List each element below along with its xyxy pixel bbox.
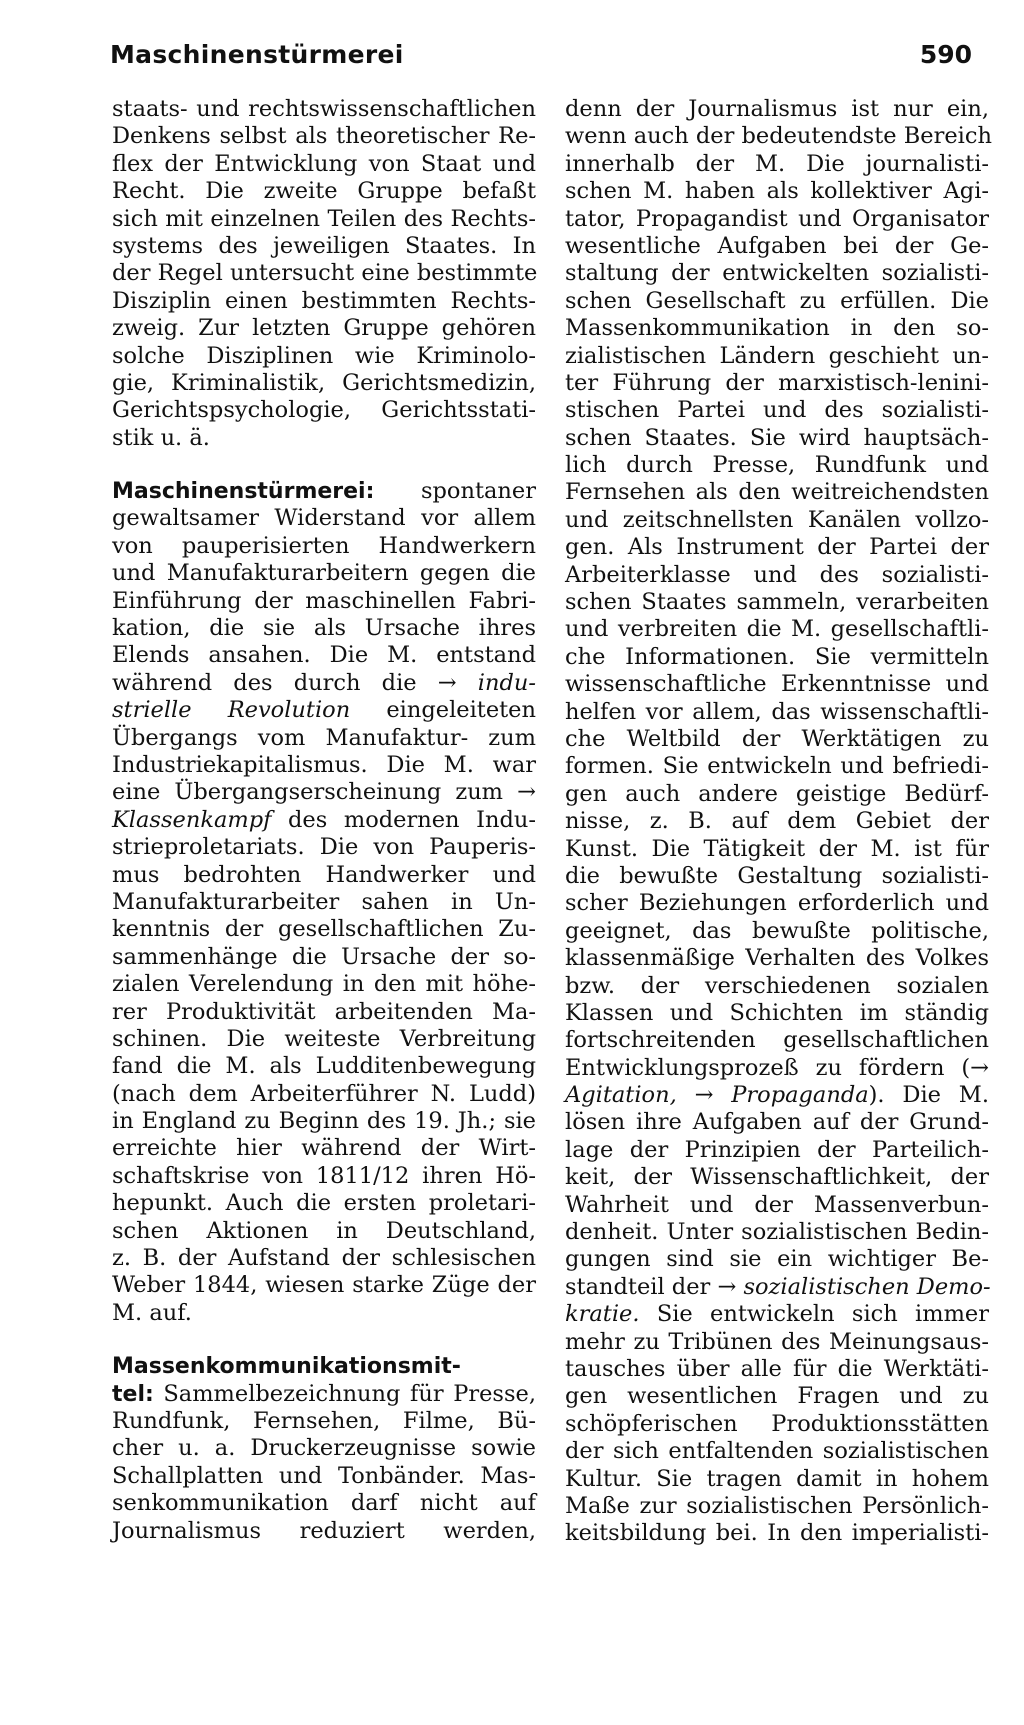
line-text: schen M. haben als kollektiver Agi- <box>565 178 989 205</box>
text-line <box>565 1520 989 1547</box>
text-line <box>565 397 989 424</box>
line-text: Disziplin einen bestimmten Rechts- <box>112 287 536 314</box>
text-line <box>565 370 989 397</box>
text-line <box>112 807 536 834</box>
line-text: schöpferischen Produktionsstätten <box>565 1410 989 1437</box>
line-text: lage der Prinzipien der Parteilich- <box>565 1136 989 1163</box>
text-line <box>565 1466 989 1493</box>
text-line <box>112 370 536 397</box>
line-text: che Informationen. Sie vermitteln <box>565 643 989 670</box>
line-text: mehr zu Tribünen des Meinungsaus- <box>565 1328 989 1355</box>
line-text: Fernsehen als den weitreichendsten <box>565 479 989 506</box>
text-line <box>112 834 536 861</box>
line-text: cher u. a. Druckerzeugnisse sowie <box>112 1435 536 1462</box>
line-text: helfen vor allem, das wissenschaftli- <box>565 698 989 725</box>
line-text: gen. Als Instrument der Partei der <box>565 534 989 561</box>
line-text: keit, der Wissenschaftlichkeit, der <box>565 1164 989 1191</box>
line-text: (nach dem Arbeiterführer N. Ludd) <box>112 1080 536 1107</box>
text-line <box>565 123 992 150</box>
text-line <box>565 671 989 698</box>
text-line <box>112 1435 536 1462</box>
text-line <box>112 889 536 916</box>
line-text: klassenmäßige Verhalten des Volkes <box>565 945 989 972</box>
line-text: schinen. Die weiteste Verbreitung <box>112 1025 536 1052</box>
line-text: systems des jeweiligen Staates. In <box>112 232 536 259</box>
text-line <box>565 1109 989 1136</box>
text-line <box>112 944 536 971</box>
cross-reference: Klassenkampf <box>112 806 272 833</box>
entry-keyword: Massenkommunikationsmit- <box>112 1354 461 1380</box>
line-text: scher Beziehungen erforderlich und <box>565 890 989 917</box>
text-line <box>112 1135 536 1162</box>
line-text: stischen Partei und des sozialisti- <box>565 397 989 424</box>
text-line <box>112 642 536 669</box>
text-line <box>565 1274 989 1301</box>
line-text: Massenkommunikation in den so- <box>565 315 989 342</box>
line-text: der sich entfaltenden sozialistischen <box>565 1438 989 1465</box>
line-text: wissenschaftliche Erkenntnisse und <box>565 671 989 698</box>
text-line <box>565 260 989 287</box>
text-line <box>112 615 536 642</box>
line-text: schen Aktionen in Deutschland, <box>112 1217 536 1244</box>
line-text: wesentliche Aufgaben bei der Ge- <box>565 232 989 259</box>
text-line <box>112 505 536 532</box>
text-line <box>112 1163 536 1190</box>
line-text: Recht. Die zweite Gruppe befaßt <box>112 178 536 205</box>
text-line <box>112 1081 536 1108</box>
text-line <box>112 533 536 560</box>
line-text: von pauperisierten Handwerkern <box>112 532 536 559</box>
line-text: che Weltbild der Werktätigen zu <box>565 725 989 752</box>
line-text: spontaner <box>374 478 536 505</box>
line-text: zialistischen Ländern geschieht un- <box>565 342 989 369</box>
line-text: tausches über alle für die Werktäti- <box>565 1355 989 1382</box>
running-head-title: Maschinenstürmerei <box>110 40 404 69</box>
text-line <box>112 560 536 587</box>
line-text: und verbreiten die M. gesellschaftli- <box>565 616 989 643</box>
line-text: Wahrheit und der Massenverbun- <box>565 1191 989 1218</box>
line-text: innerhalb der M. Die journalisti- <box>565 150 989 177</box>
text-line <box>565 836 989 863</box>
line-text: Einführung der maschinellen Fabri- <box>112 587 536 614</box>
line-text: kation, die sie als Ursache ihres <box>112 615 536 642</box>
line-text: die bewußte Gestaltung sozialisti- <box>565 862 989 889</box>
line-text: des modernen Indu- <box>271 806 536 833</box>
text-line <box>565 1356 989 1383</box>
text-line <box>112 1218 536 1245</box>
text-line <box>565 1137 989 1164</box>
line-text: Denkens selbst als theoretischer Re- <box>112 123 536 150</box>
text-line <box>112 260 536 287</box>
line-text: solche Disziplinen wie Kriminolo- <box>112 342 536 369</box>
paragraph-gap <box>112 1327 536 1353</box>
text-line <box>565 699 989 726</box>
line-text: der Regel untersucht eine bestimmte <box>112 260 538 287</box>
line-text: rer Produktivität arbeitenden Ma- <box>112 998 536 1025</box>
line-text: kenntnis der gesellschaftlichen Zu- <box>112 916 536 943</box>
text-line <box>565 781 989 808</box>
page-number: 590 <box>919 40 972 69</box>
text-line <box>565 479 989 506</box>
text-line <box>112 1490 536 1517</box>
cross-reference: → indu- <box>437 669 536 696</box>
cross-reference: Agitation, <box>565 1082 677 1109</box>
line-text: z. B. der Aufstand der schlesischen <box>112 1245 536 1272</box>
line-text: ). Die M. <box>868 1082 989 1109</box>
line-text: nisse, z. B. auf dem Gebiet der <box>565 808 989 835</box>
line-text: und Manufakturarbeitern gegen die <box>112 560 536 587</box>
text-line <box>112 1463 536 1490</box>
line-text: senkommunikation darf nicht auf <box>112 1490 536 1517</box>
text-line <box>112 288 536 315</box>
text-line <box>112 123 536 150</box>
text-line <box>565 233 989 260</box>
line-text: Industriekapitalismus. Die M. war <box>112 751 536 778</box>
text-line <box>565 1219 989 1246</box>
text-line <box>565 178 989 205</box>
line-text: Klassen und Schichten im ständig <box>565 999 989 1026</box>
line-text: keitsbildung bei. In den imperialisti- <box>565 1520 989 1547</box>
line-text: sammenhänge die Ursache der so- <box>112 943 536 970</box>
text-line <box>112 697 536 724</box>
text-line <box>112 233 536 260</box>
line-text: eine Übergangserscheinung zum → <box>112 779 536 806</box>
text-line <box>565 1082 989 1109</box>
text-line <box>565 644 989 671</box>
text-line <box>112 916 536 943</box>
line-text: Elends ansahen. Die M. entstand <box>112 642 536 669</box>
text-line <box>565 1164 989 1191</box>
line-text: sich mit einzelnen Teilen des Rechts- <box>112 205 536 232</box>
text-line <box>112 478 536 505</box>
text-line <box>112 96 536 123</box>
cross-reference: → sozialistischen Demo- <box>717 1273 991 1300</box>
text-line <box>565 1493 989 1520</box>
text-line <box>112 1026 536 1053</box>
line-text: Rundfunk, Fernsehen, Filme, Bü- <box>112 1407 536 1434</box>
text-line <box>565 918 989 945</box>
text-line <box>565 1301 989 1328</box>
line-text: denheit. Unter sozialistischen Bedin- <box>565 1219 989 1246</box>
line-text: strieproletariats. Die von Pauperis- <box>112 834 536 861</box>
line-text: und zeitschnellsten Kanälen vollzo- <box>565 506 989 533</box>
text-line <box>565 562 989 589</box>
line-text: eingeleiteten <box>350 697 536 724</box>
line-text: Sie entwickeln sich immer <box>639 1301 989 1328</box>
text-line <box>112 862 536 889</box>
text-line <box>565 151 989 178</box>
text-line <box>565 808 989 835</box>
text-line <box>565 1192 989 1219</box>
text-line <box>112 425 536 452</box>
cross-reference: Propaganda <box>731 1082 869 1109</box>
line-text: staats- und rechtswissenschaftlichen <box>112 96 536 122</box>
line-text: Schallplatten und Tonbänder. Mas- <box>112 1462 536 1489</box>
line-text: mus bedrohten Handwerker und <box>112 861 536 888</box>
text-line <box>112 315 536 342</box>
text-line <box>112 1053 536 1080</box>
entry-keyword: tel: <box>112 1381 154 1407</box>
line-text: staltung der entwickelten sozialisti- <box>565 260 989 287</box>
line-text: zialen Verelendung in den mit höhe- <box>112 971 536 998</box>
line-text: gen auch andere geistige Bedürf- <box>565 780 989 807</box>
line-text: schaftskrise von 1811/12 ihren Hö- <box>112 1162 536 1189</box>
line-text: gungen sind sie ein wichtiger Be- <box>565 1246 989 1273</box>
line-text: Übergangs vom Manufaktur- zum <box>112 724 536 751</box>
right-text-column <box>565 96 992 1548</box>
text-line <box>112 206 536 233</box>
text-line <box>112 1408 536 1435</box>
text-line <box>565 1329 989 1356</box>
text-line <box>565 507 989 534</box>
text-line <box>112 999 536 1026</box>
line-text: Kunst. Die Tätigkeit der M. ist für <box>565 835 989 862</box>
text-line <box>565 753 989 780</box>
line-text: in England zu Beginn des 19. Jh.; sie <box>112 1108 536 1135</box>
entry-keyword: Maschinenstürmerei: <box>112 479 375 505</box>
line-text: M. auf. <box>112 1299 192 1326</box>
text-line <box>565 96 989 123</box>
text-line <box>112 178 536 205</box>
line-text: Maße zur sozialistischen Persönlich- <box>565 1492 989 1519</box>
text-line <box>565 452 989 479</box>
line-text: standteil der <box>565 1273 718 1300</box>
text-line <box>112 151 536 178</box>
line-text: Manufakturarbeiter sahen in Un- <box>112 888 536 915</box>
line-text: während des durch die <box>112 669 438 696</box>
text-line <box>112 725 536 752</box>
line-text: fortschreitenden gesellschaftlichen <box>565 1027 989 1054</box>
line-text: tator, Propagandist und Organisator <box>565 205 989 232</box>
text-line <box>565 1027 989 1054</box>
line-text: Gerichtspsychologie, Gerichtsstati- <box>112 397 536 424</box>
line-text: Arbeiterklasse und des sozialisti- <box>565 561 989 588</box>
line-text: schen Staates. Sie wird hauptsäch- <box>565 424 989 451</box>
line-text: Kultur. Sie tragen damit in hohem <box>565 1465 989 1492</box>
text-line <box>565 206 989 233</box>
text-line <box>112 588 536 615</box>
text-line <box>565 1438 989 1465</box>
text-line <box>565 945 989 972</box>
text-line <box>112 1300 536 1327</box>
text-line <box>112 343 536 370</box>
text-line <box>112 1353 536 1380</box>
line-text: stik u. ä. <box>112 424 210 451</box>
text-line <box>565 1246 989 1273</box>
line-text: schen Staates sammeln, verarbeiten <box>565 589 989 616</box>
text-line <box>112 397 536 424</box>
line-text: flex der Entwicklung von Staat und <box>112 150 536 177</box>
line-text: gewaltsamer Widerstand vor allem <box>112 505 536 532</box>
cross-reference: strielle Revolution <box>112 697 351 724</box>
text-line <box>565 863 989 890</box>
text-line <box>112 1272 536 1299</box>
line-text: lich durch Presse, Rundfunk und <box>565 452 989 479</box>
text-line <box>112 1381 536 1408</box>
line-text: Sammelbezeichnung für Presse, <box>153 1380 536 1407</box>
text-line <box>565 726 989 753</box>
line-text: erreichte hier während der Wirt- <box>112 1135 536 1162</box>
text-line <box>565 315 989 342</box>
line-text: hepunkt. Auch die ersten proletari- <box>112 1190 536 1217</box>
line-text: → <box>676 1082 732 1109</box>
line-text: bzw. der verschiedenen sozialen <box>565 972 989 999</box>
line-text: lösen ihre Aufgaben auf der Grund- <box>565 1109 989 1136</box>
text-line <box>112 670 536 697</box>
text-line <box>565 616 989 643</box>
text-line <box>565 425 989 452</box>
text-line <box>565 1383 989 1410</box>
text-line <box>112 1190 536 1217</box>
cross-reference: kratie. <box>565 1301 640 1328</box>
line-text: Weber 1844, wiesen starke Züge der <box>112 1272 536 1299</box>
text-line <box>565 343 989 370</box>
line-text: zweig. Zur letzten Gruppe gehören <box>112 315 536 342</box>
line-text: geeignet, das bewußte politische, <box>565 917 989 944</box>
text-line <box>565 1411 989 1438</box>
text-line <box>565 1055 989 1082</box>
line-text: gie, Kriminalistik, Gerichtsmedizin, <box>112 369 536 396</box>
text-line <box>565 589 989 616</box>
text-line <box>112 971 536 998</box>
text-line <box>565 288 989 315</box>
line-text: gen wesentlichen Fragen und zu <box>565 1383 989 1410</box>
line-text: Journalismus reduziert werden, <box>112 1517 536 1544</box>
text-line <box>112 1245 536 1272</box>
text-line <box>112 1108 536 1135</box>
text-line <box>565 1000 989 1027</box>
text-line <box>565 973 989 1000</box>
text-line <box>565 534 989 561</box>
line-text: formen. Sie entwickeln und befriedi- <box>565 753 989 780</box>
line-text: wenn auch der bedeutendste Bereich <box>565 123 992 150</box>
text-line <box>112 752 536 779</box>
text-line <box>565 890 989 917</box>
line-text: ter Führung der marxistisch-lenini- <box>565 369 989 396</box>
text-line <box>112 779 536 806</box>
text-line <box>112 1518 536 1545</box>
paragraph-gap <box>112 452 536 478</box>
line-text: denn der Journalismus ist nur ein, <box>565 96 989 122</box>
line-text: fand die M. als Ludditenbewegung <box>112 1053 536 1080</box>
left-text-column <box>112 96 536 1545</box>
line-text: schen Gesellschaft zu erfüllen. Die <box>565 287 989 314</box>
line-text: Entwicklungsprozeß zu fördern (→ <box>565 1054 989 1081</box>
